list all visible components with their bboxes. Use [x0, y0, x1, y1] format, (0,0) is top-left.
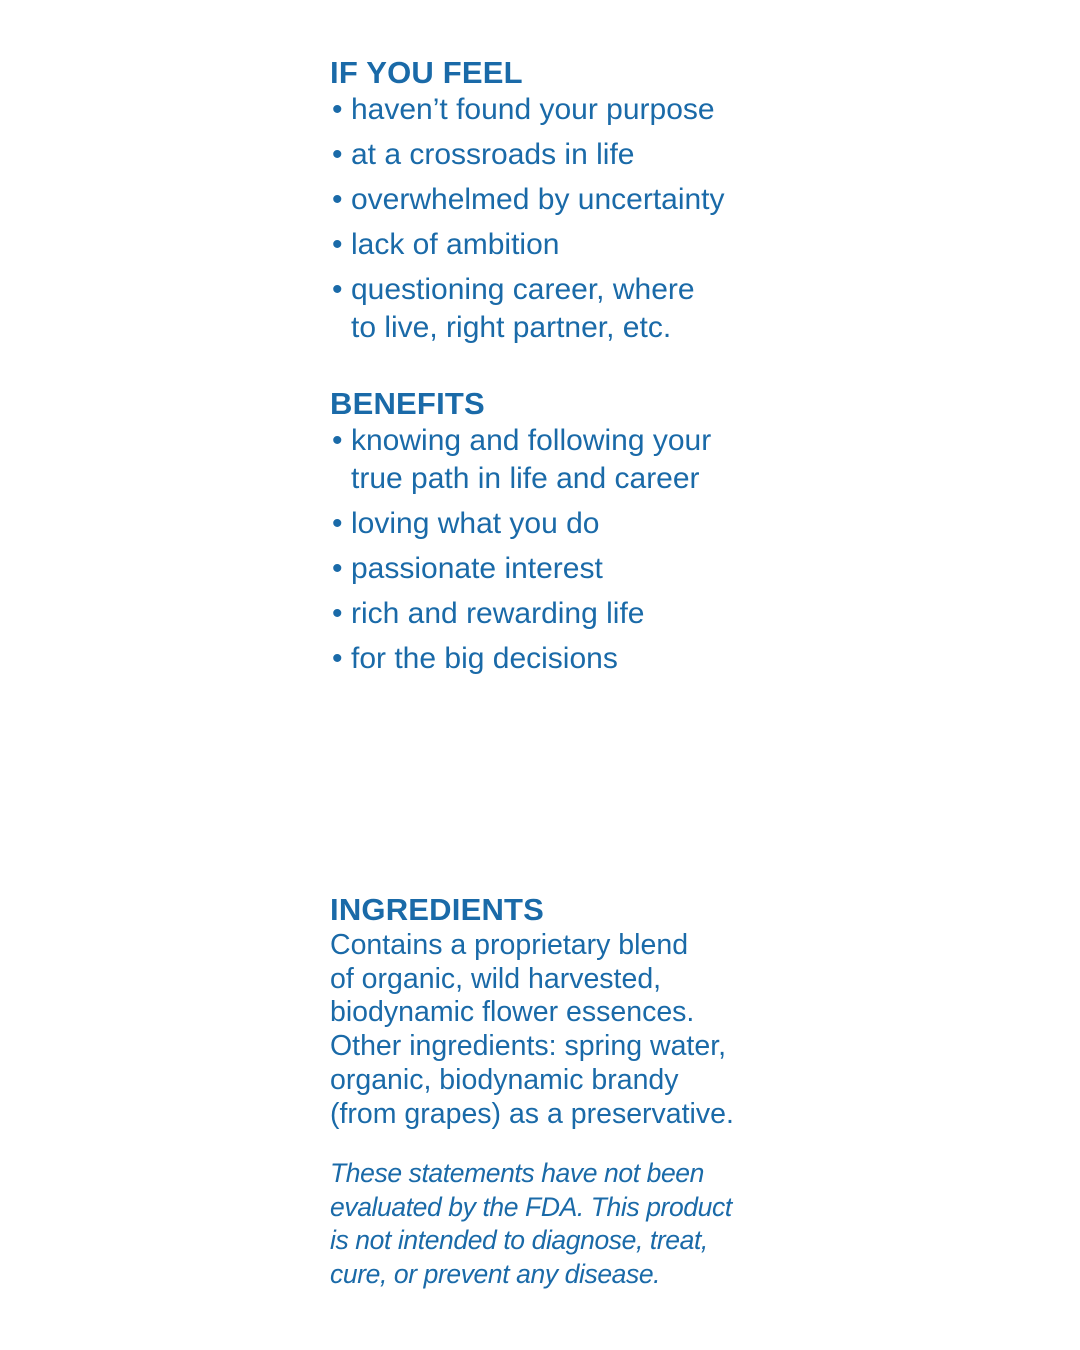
bullet-icon: • [332, 552, 343, 585]
if-you-feel-list [330, 91, 890, 347]
bullet-icon: • [332, 597, 343, 630]
list-item-text: rich and rewarding life [351, 597, 645, 630]
bullet-icon: • [332, 93, 343, 126]
list-item [330, 91, 890, 129]
list-item-text: for the big decisions [351, 642, 618, 675]
bullet-icon: • [332, 183, 343, 216]
benefits-heading: BENEFITS [330, 386, 485, 421]
list-item-text: loving what you do [351, 507, 600, 540]
list-item-text: passionate interest [351, 552, 603, 585]
list-item [330, 550, 890, 588]
ingredients-heading: INGREDIENTS [330, 892, 545, 927]
bullet-icon: • [332, 642, 343, 675]
benefits-section [330, 386, 890, 685]
list-item-text: lack of ambition [351, 228, 560, 261]
fda-disclaimer: These statements have not been evaluated by the FDA. This product is not intended to diagnose, treat, cure, or prevent any disease. [330, 1158, 732, 1289]
if-you-feel-heading: IF YOU FEEL [330, 55, 523, 90]
list-item-text: overwhelmed by uncertainty [351, 183, 725, 216]
bullet-icon: • [332, 273, 343, 306]
list-item [330, 505, 890, 543]
list-item-text: at a crossroads in life [351, 138, 635, 171]
if-you-feel-section [330, 55, 890, 354]
ingredients-text: Contains a proprietary blend of organic, wild harvested, biodynamic flower essences. Other ingredients: spring water, organic, biodynamic brandy (from grapes) as a preservative. [330, 929, 734, 1130]
benefits-list [330, 422, 890, 678]
list-item [330, 422, 890, 498]
list-item [330, 640, 890, 678]
bullet-icon: • [332, 228, 343, 261]
bullet-icon: • [332, 507, 343, 540]
list-item-text: questioning career, where to live, right partner, etc. [351, 273, 695, 344]
bullet-icon: • [332, 138, 343, 171]
list-item [330, 595, 890, 633]
list-item-text: knowing and following your true path in life and career [351, 424, 712, 495]
bullet-icon: • [332, 424, 343, 457]
ingredients-section [330, 892, 890, 1291]
list-item [330, 226, 890, 264]
list-item [330, 136, 890, 174]
list-item-text: haven’t found your purpose [351, 93, 715, 126]
list-item [330, 271, 890, 347]
list-item [330, 181, 890, 219]
